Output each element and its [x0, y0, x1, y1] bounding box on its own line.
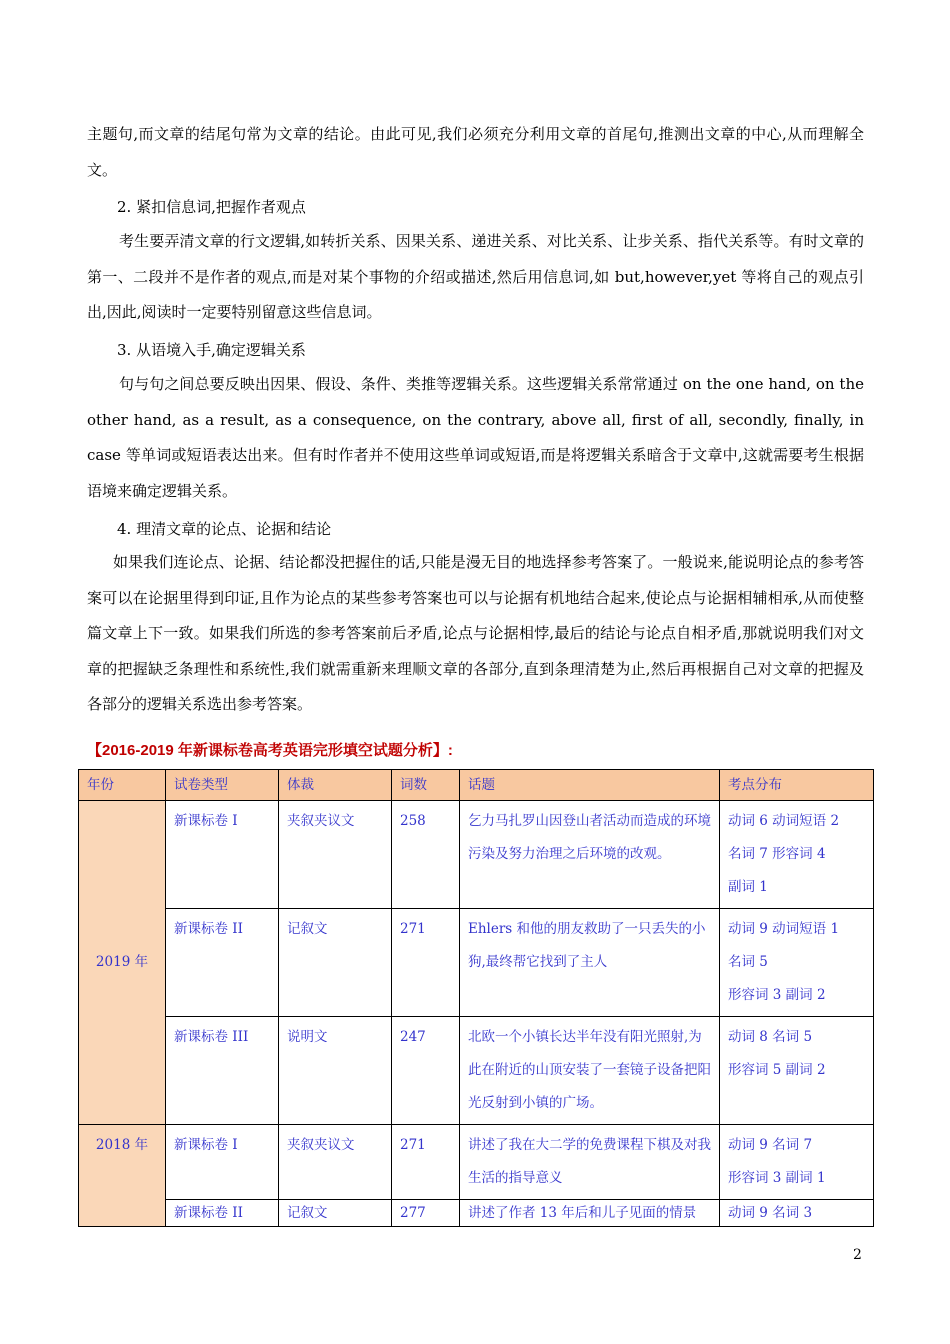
heading-4: 4. 理清文章的论点、论据和结论: [117, 520, 332, 538]
table-row: [79, 1017, 874, 1125]
test-point-line: 动词 6 动词短语 2: [728, 813, 840, 829]
paragraph-1-text: 主题句,而文章的结尾句常为文章的结论。由此可见,我们必须充分利用文章的首尾句,推测出文章的中心,从而理解全文。: [87, 125, 864, 179]
paragraph-4: [87, 545, 864, 723]
test-points-cell: [720, 1200, 874, 1227]
topic-cell: 北欧一个小镇长达半年没有阳光照射,为此在附近的山顶安装了一套镜子设备把阳光反射到小镇的广场。: [460, 1017, 720, 1125]
header-paper-type: 试卷类型: [166, 770, 279, 801]
paper-type-cell: 新课标卷 II: [166, 1200, 279, 1227]
test-points-cell: [720, 801, 874, 909]
genre-cell: 记叙文: [279, 1200, 392, 1227]
paragraph-2: [87, 224, 864, 331]
section-title: 【2016-2019 年新课标卷高考英语完形填空试题分析】:: [87, 742, 453, 759]
paragraph-3: [87, 367, 864, 509]
genre-cell: 夹叙夹议文: [279, 801, 392, 909]
test-point-line: 动词 9 动词短语 1: [728, 921, 840, 937]
header-test-points: 考点分布: [720, 770, 874, 801]
word-count-cell: 277: [392, 1200, 460, 1227]
genre-cell: 夹叙夹议文: [279, 1125, 392, 1200]
test-point-line: 形容词 3 副词 1: [728, 1170, 826, 1186]
word-count-cell: 271: [392, 909, 460, 1017]
genre-cell: 说明文: [279, 1017, 392, 1125]
header-genre: 体裁: [279, 770, 392, 801]
paragraph-1: [87, 117, 864, 188]
genre-cell: 记叙文: [279, 909, 392, 1017]
table-row: [79, 909, 874, 1017]
test-point-line: 名词 5: [728, 954, 768, 970]
test-point-line: 动词 9 名词 3: [728, 1205, 813, 1221]
paper-type-cell: 新课标卷 I: [166, 801, 279, 909]
page-number: 2: [853, 1247, 862, 1263]
exam-analysis-table: [78, 769, 874, 1227]
topic-cell: Ehlers 和他的朋友救助了一只丢失的小狗,最终帮它找到了主人: [460, 909, 720, 1017]
year-cell-2018: 2018 年: [79, 1125, 166, 1227]
word-count-cell: 271: [392, 1125, 460, 1200]
test-point-line: 动词 8 名词 5: [728, 1029, 813, 1045]
test-points-cell: [720, 1125, 874, 1200]
paragraph-3-text: 句与句之间总要反映出因果、假设、条件、类推等逻辑关系。这些逻辑关系常常通过 on the one hand, on the other hand, as a result, as a consequence, on the contrary, above all, first of all, secondly, finally, in case 等单词或短语表达出来。但有时作者并不使用这些单词或短语,而是将逻辑关系暗含于文章中,这就需要考生根据语境来确定逻辑关系。: [87, 375, 864, 500]
table-row: [79, 1125, 874, 1200]
topic-cell: 乞力马扎罗山因登山者活动而造成的环境污染及努力治理之后环境的改观。: [460, 801, 720, 909]
paper-type-cell: 新课标卷 II: [166, 909, 279, 1017]
test-points-cell: [720, 909, 874, 1017]
header-word-count: 词数: [392, 770, 460, 801]
heading-3: 3. 从语境入手,确定逻辑关系: [117, 341, 306, 359]
topic-cell: 讲述了作者 13 年后和儿子见面的情景: [460, 1200, 720, 1227]
year-cell-2019: 2019 年: [79, 801, 166, 1125]
word-count-cell: 258: [392, 801, 460, 909]
word-count-cell: 247: [392, 1017, 460, 1125]
paragraph-2-text: 考生要弄清文章的行文逻辑,如转折关系、因果关系、递进关系、对比关系、让步关系、指代关系等。有时文章的第一、二段并不是作者的观点,而是对某个事物的介绍或描述,然后用信息词,如 but,however,yet 等将自己的观点引出,因此,阅读时一定要特别留意这些信息词。: [87, 232, 864, 321]
paper-type-cell: 新课标卷 I: [166, 1125, 279, 1200]
header-topic: 话题: [460, 770, 720, 801]
heading-2: 2. 紧扣信息词,把握作者观点: [117, 198, 306, 216]
table-row: [79, 1200, 874, 1227]
table-row: [79, 801, 874, 909]
paragraph-4-text: 如果我们连论点、论据、结论都没把握住的话,只能是漫无目的地选择参考答案了。一般说来,能说明论点的参考答案可以在论据里得到印证,且作为论点的某些参考答案也可以与论据有机地结合起来,使论点与论据相辅相承,从而使整篇文章上下一致。如果我们所选的参考答案前后矛盾,论点与论据相悖,最后的结论与论点自相矛盾,那就说明我们对文章的把握缺乏条理性和系统性,我们就需重新来理顺文章的各部分,直到条理清楚为止,然后再根据自己对文章的把握及各部分的逻辑关系选出参考答案。: [87, 553, 864, 713]
table-header-row: [79, 770, 874, 801]
test-point-line: 副词 1: [728, 879, 768, 895]
paper-type-cell: 新课标卷 III: [166, 1017, 279, 1125]
test-points-cell: [720, 1017, 874, 1125]
test-point-line: 形容词 5 副词 2: [728, 1062, 826, 1078]
test-point-line: 形容词 3 副词 2: [728, 987, 826, 1003]
test-point-line: 动词 9 名词 7: [728, 1137, 813, 1153]
topic-cell: 讲述了我在大二学的免费课程下棋及对我生活的指导意义: [460, 1125, 720, 1200]
header-year: 年份: [79, 770, 166, 801]
test-point-line: 名词 7 形容词 4: [728, 846, 826, 862]
